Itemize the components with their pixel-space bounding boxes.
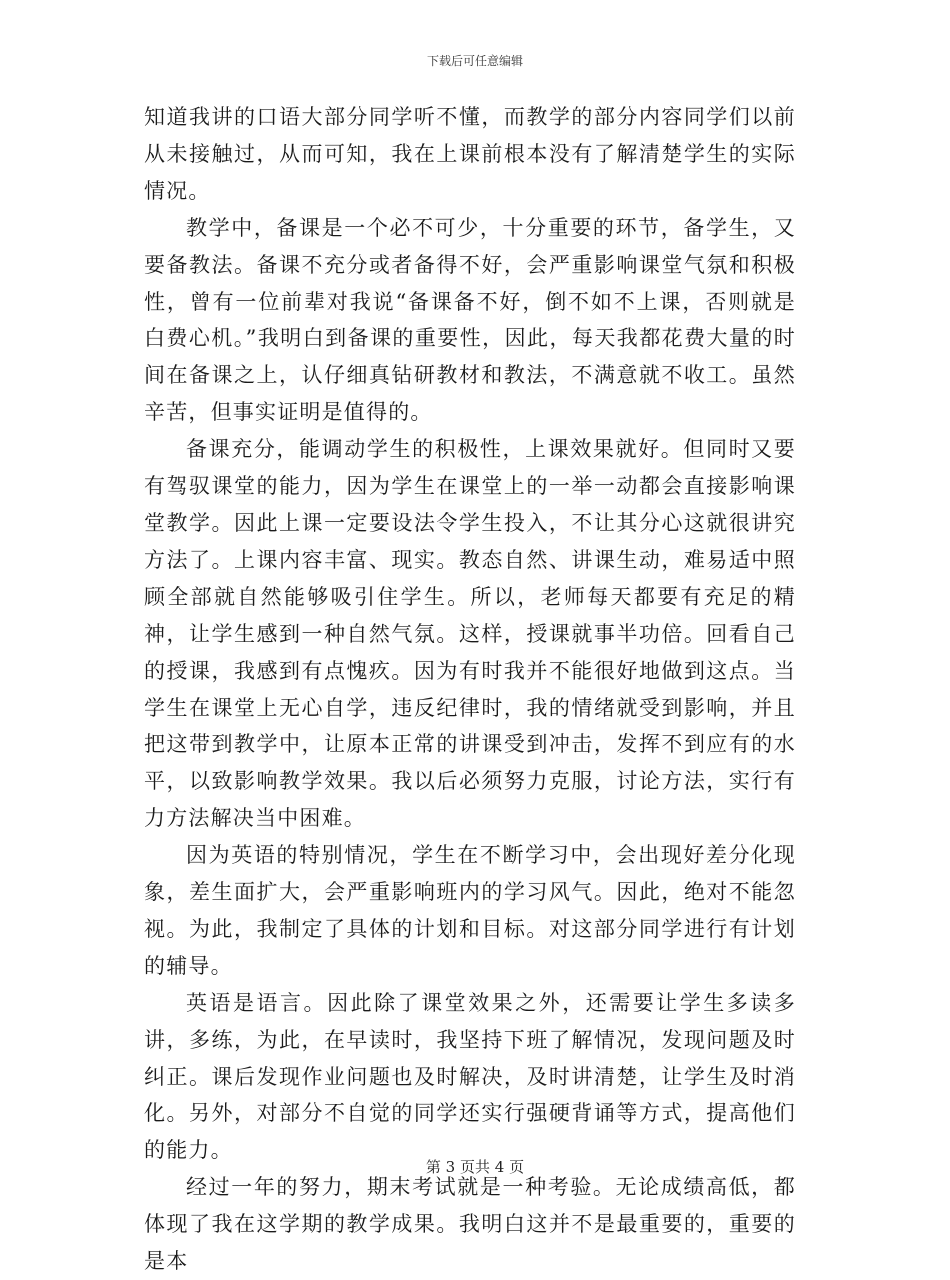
paragraph-student-differentiation: 因为英语的特别情况，学生在不断学习中，会出现好差分化现象，差生面扩大，会严重影响班内的学习风气。因此，绝对不能忽视。为此，我制定了具体的计划和目标。对这部分同学进行有计划的辅导。: [144, 843, 796, 978]
paragraph-classroom-control: 备课充分，能调动学生的积极性，上课效果就好。但同时又要有驾驭课堂的能力，因为学生在课堂上的一举一动都会直接影响课堂教学。因此上课一定要设法令学生投入，不让其分心这就很讲究方法了。上课内容丰富、现实。教态自然、讲课生动，难易适中照顾全部就自然能够吸引住学生。所以，老师每天都要有充足的精神，让学生感到一种自然气氛。这样，授课就事半功倍。回看自己的授课，我感到有点愧疚。因为有时我并不能很好地做到这点。当学生在课堂上无心自学，违反纪律时，我的情绪就受到影响，并且把这带到教学中，让原本正常的讲课受到冲击，发挥不到应有的水平，以致影响教学效果。我以后必须努力克服，讨论方法，实行有力方法解决当中困难。: [144, 437, 796, 831]
paragraph-continuation: 知道我讲的口语大部分同学听不懂，而教学的部分内容同学们以前从未接触过，从而可知，我在上课前根本没有了解清楚学生的实际情况。: [144, 105, 796, 203]
paragraph-lesson-preparation: 教学中，备课是一个必不可少，十分重要的环节，备学生，又要备教法。备课不充分或者备得不好，会严重影响课堂气氛和积极性，曾有一位前辈对我说“备课备不好，倒不如不上课，否则就是白费心机。”我明白到备课的重要性，因此，每天我都花费大量的时间在备课之上，认仔细真钻研教材和教法，不满意就不收工。虽然辛苦，但事实证明是值得的。: [144, 215, 796, 425]
page-header: 下载后可任意编辑: [426, 54, 523, 68]
paragraph-final-exam: 经过一年的努力，期末考试就是一种考验。无论成绩高低，都体现了我在这学期的教学成果。我明白这并不是最重要的，重要的是本: [144, 1175, 796, 1274]
page-footer: 第 3 页共 4 页: [425, 1158, 525, 1176]
paragraph-language-practice: 英语是语言。因此除了课堂效果之外，还需要让学生多读多讲，多练，为此，在早读时，我坚持下班了解情况，发现问题及时纠正。课后发现作业问题也及时解决，及时讲清楚，让学生及时消化。另外，对部分不自觉的同学还实行强硬背诵等方式，提高他们的能力。: [144, 990, 796, 1163]
document-body: [144, 99, 796, 1280]
